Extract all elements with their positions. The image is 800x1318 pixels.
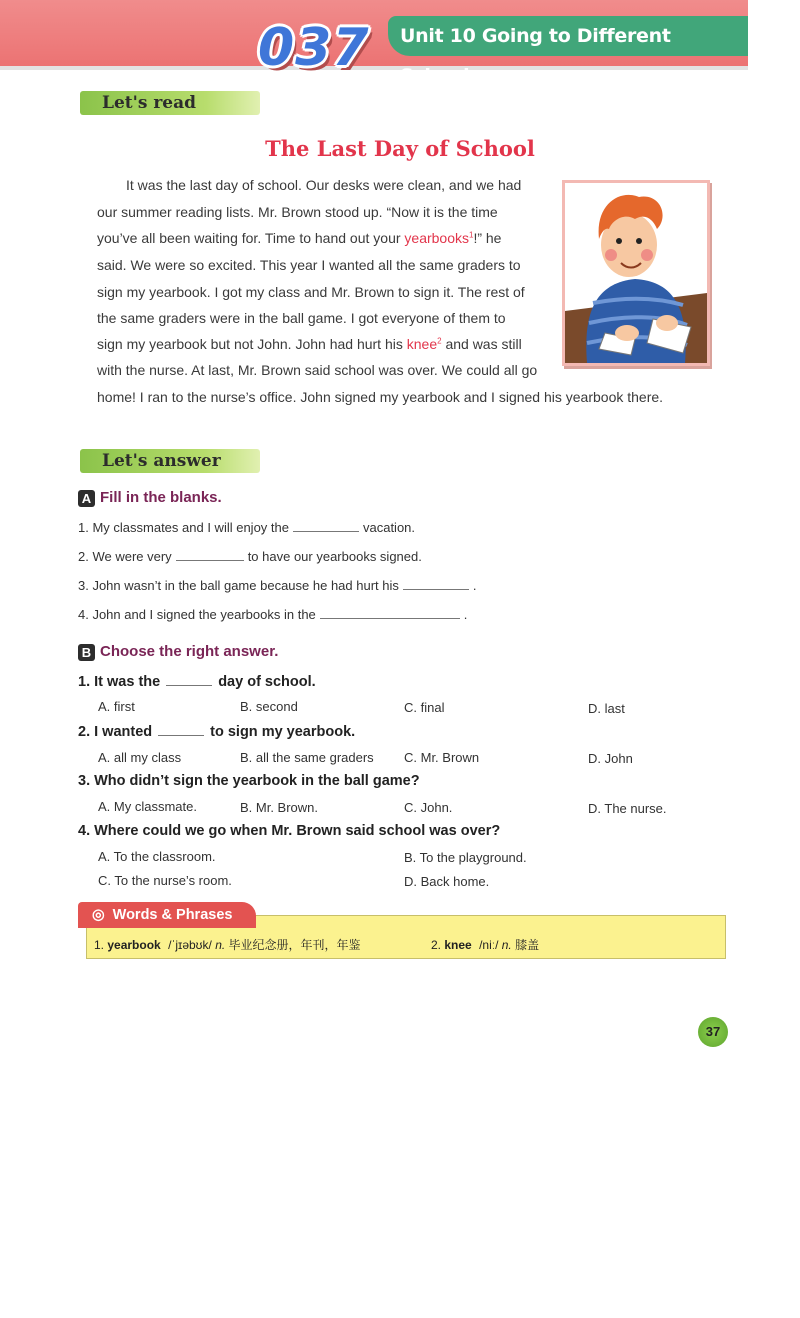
q4-option-c[interactable]: C. To the nurse’s room.	[98, 873, 232, 888]
footnote-1: 1	[469, 230, 474, 240]
question-1	[78, 673, 316, 690]
vocab-knee: knee	[406, 336, 438, 352]
word-entry-1	[94, 936, 361, 953]
header-band-shadow	[0, 66, 748, 70]
story-line-1: It was the last day of school. Our desks were clean, and we had	[126, 177, 522, 193]
unit-title: Unit 10 Going to Different Schools	[388, 16, 748, 56]
story-line-7	[97, 336, 522, 352]
fill-item-1	[78, 519, 415, 535]
question-2	[78, 723, 355, 740]
fill-item-text: 1. My classmates and I will enjoy the	[78, 520, 289, 535]
fill-item-text: vacation.	[362, 520, 416, 535]
entry-word: knee	[444, 938, 472, 952]
entry-word: yearbook	[107, 938, 161, 952]
q1-option-c[interactable]: C. final	[404, 700, 445, 715]
word-entry-2	[431, 936, 539, 953]
fill-item-2	[78, 548, 422, 564]
lets-read-tag: Let's read	[80, 91, 260, 115]
q4-option-b[interactable]: B. To the playground.	[404, 850, 527, 865]
answer-blank[interactable]	[403, 577, 469, 590]
story-line-5: sign my yearbook. I got my class and Mr. Brown to sign it. The rest of	[97, 284, 525, 300]
fill-item-text: to have our yearbooks signed.	[247, 549, 422, 564]
boy-signing-illustration	[562, 180, 710, 366]
q3-option-b[interactable]: B. Mr. Brown.	[240, 800, 319, 815]
section-a-heading	[78, 489, 222, 507]
story-text: !” he	[473, 230, 502, 246]
question-text: 2. I wanted	[78, 724, 153, 740]
question-text: to sign my yearbook.	[210, 724, 356, 740]
q1-option-b[interactable]: B. second	[240, 699, 298, 714]
entry-phonetic: /niː/	[479, 938, 499, 952]
question-3: 3. Who didn’t sign the yearbook in the ball game?	[78, 773, 420, 789]
answer-blank[interactable]	[176, 548, 244, 561]
section-a-letter: A	[78, 490, 95, 507]
entry-pos: n.	[501, 938, 512, 952]
entry-phonetic: /ˈjɪəbʊk/	[168, 938, 212, 952]
q1-option-d[interactable]: D. last	[588, 701, 625, 716]
story-text: you’ve all been waiting for. Time to hand out your	[97, 230, 405, 246]
footnote-2: 2	[437, 336, 442, 346]
vocab-yearbooks: yearbooks	[404, 230, 469, 246]
section-b-letter: B	[78, 644, 95, 661]
section-b-title: Choose the right answer.	[100, 643, 279, 660]
q2-option-b[interactable]: B. all the same graders	[240, 750, 374, 765]
question-text: day of school.	[218, 674, 316, 690]
q3-option-d[interactable]: D. The nurse.	[588, 801, 667, 816]
section-a-title: Fill in the blanks.	[100, 489, 222, 506]
entry-meaning: 膝盖	[515, 938, 540, 952]
q2-option-c[interactable]: C. Mr. Brown	[404, 750, 480, 765]
fill-item-text: 3. John wasn’t in the ball game because he had hurt his	[78, 578, 399, 593]
q2-option-a[interactable]: A. all my class	[98, 750, 182, 765]
page-number: 37	[698, 1017, 728, 1047]
fill-item-3	[78, 577, 477, 593]
q1-option-a[interactable]: A. first	[98, 699, 135, 714]
entry-number: 1.	[94, 938, 105, 952]
boy-illustration	[565, 183, 707, 363]
answer-blank[interactable]	[166, 673, 212, 686]
entry-number: 2.	[431, 938, 442, 952]
story-line-9: home! I ran to the nurse’s office. John signed my yearbook and I signed his yearbook there.	[97, 389, 664, 405]
fill-item-text: .	[472, 578, 477, 593]
words-phrases-tab	[78, 902, 256, 928]
fill-item-text: 2. We were very	[78, 549, 172, 564]
words-phrases-title: Words & Phrases	[112, 907, 233, 923]
target-icon: ◎	[92, 907, 105, 923]
answer-blank[interactable]	[158, 723, 204, 736]
question-4: 4. Where could we go when Mr. Brown said school was over?	[78, 823, 501, 839]
q4-option-a[interactable]: A. To the classroom.	[98, 849, 216, 864]
story-line-2: our summer reading lists. Mr. Brown stood up. “Now it is the time	[97, 204, 498, 220]
entry-meaning: 毕业纪念册，年刊，年鉴	[228, 938, 361, 952]
story-line-8: with the nurse. At last, Mr. Brown said school was over. We could all go	[97, 362, 538, 378]
entry-pos: n.	[215, 938, 226, 952]
question-text: 1. It was the	[78, 674, 161, 690]
story-line-6: the same graders were in the ball game. I got everyone of them to	[97, 310, 506, 326]
story-text: sign my yearbook but not John. John had hurt his	[97, 336, 407, 352]
fill-item-4	[78, 606, 467, 622]
fill-item-text: 4. John and I signed the yearbooks in the	[78, 607, 316, 622]
q3-option-a[interactable]: A. My classmate.	[98, 799, 197, 814]
q3-option-c[interactable]: C. John.	[404, 800, 453, 815]
fill-item-text: .	[463, 607, 468, 622]
lets-answer-tag: Let's answer	[80, 449, 260, 473]
answer-blank[interactable]	[293, 519, 359, 532]
lesson-number: 037	[258, 18, 370, 78]
story-line-3	[97, 230, 501, 246]
answer-blank[interactable]	[320, 606, 460, 619]
story-title: The Last Day of School	[265, 136, 535, 161]
q2-option-d[interactable]: D. John	[588, 751, 633, 766]
story-line-4: said. We were so excited. This year I wanted all the same graders to	[97, 257, 521, 273]
story-text: and was still	[441, 336, 522, 352]
section-b-heading	[78, 643, 278, 661]
q4-option-d[interactable]: D. Back home.	[404, 874, 490, 889]
